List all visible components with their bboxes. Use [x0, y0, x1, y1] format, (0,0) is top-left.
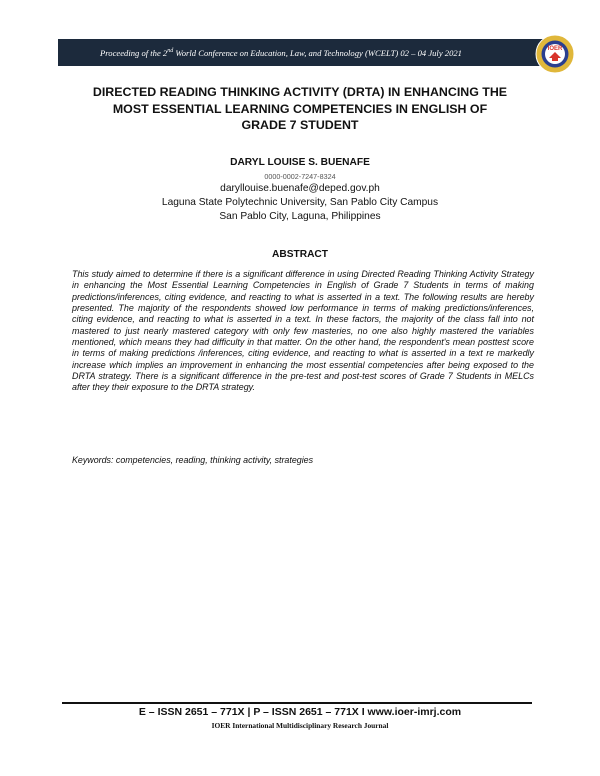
ioer-logo	[535, 34, 575, 74]
author-location: San Pablo City, Laguna, Philippines	[219, 211, 381, 222]
author-orcid: 0000-0002-7247-8324	[264, 172, 336, 181]
title-line: DIRECTED READING THINKING ACTIVITY (DRTA) IN ENHANCING THE	[92, 85, 508, 99]
footer-issn: E – ISSN 2651 – 771X | P – ISSN 2651 – 771X I www.ioer-imrj.com	[138, 706, 462, 718]
title-line: MOST ESSENTIAL LEARNING COMPETENCIES IN ENGLISH OF	[112, 101, 488, 116]
author-affiliation: Laguna State Polytechnic University, San Pablo City Campus	[161, 197, 439, 208]
logo-label: IOER	[547, 46, 563, 52]
conference-header-bar	[58, 39, 544, 66]
paper-title	[60, 84, 540, 134]
header-text-before: Proceeding of the 2	[100, 47, 168, 58]
author-name: DARYL LOUISE S. BUENAFE	[230, 157, 370, 168]
header-text-after: World Conference on Education, Law, and Technology (WCELT) 02 – 04 July 2021	[173, 47, 462, 58]
keywords: Keywords: competencies, reading, thinking activity, strategies	[72, 455, 314, 465]
title-line: GRADE 7 STUDENT	[241, 118, 359, 132]
footer-journal-name: IOER International Multidisciplinary Research Journal	[211, 721, 389, 730]
abstract-body: This study aimed to determine if there is a significant difference in using Directed Reading Thinking Activity Strategy in enhancing the Most Essential Learning Competencies in English of Grade 7 Students in terms of making predictions/inferences, citing evidence, and reacting to what is asserted in a text. The following results are hereby presented. The majority of the respondents showed low performance in terms of making predictions/inferences, citing evidence, and reacting to what is asserted in a text. In these factors, the majority of the class fall into not mastered to just nearly mastered category with only few masteries, no one also highly mastered the variables mentioned, which means they had difficulty in that matter. On the other hand, the respondent's mean posttest score in terms of making predictions /inferences, citing evidence, and reacting to what is asserted in a text re markedly increase which implies an improvement in enhancing the most essential competencies after being exposed to the DRTA strategy. There is a significant difference in the pre-test and post-test scores of Grade 7 Students in MELCs after they their exposure to the DRTA strategy.	[72, 269, 534, 393]
footer-divider	[62, 702, 532, 704]
abstract-heading: ABSTRACT	[271, 249, 329, 260]
conference-header-text	[100, 48, 462, 58]
author-email: daryllouise.buenafe@deped.gov.ph	[220, 183, 380, 194]
header-superscript: nd	[167, 47, 174, 54]
